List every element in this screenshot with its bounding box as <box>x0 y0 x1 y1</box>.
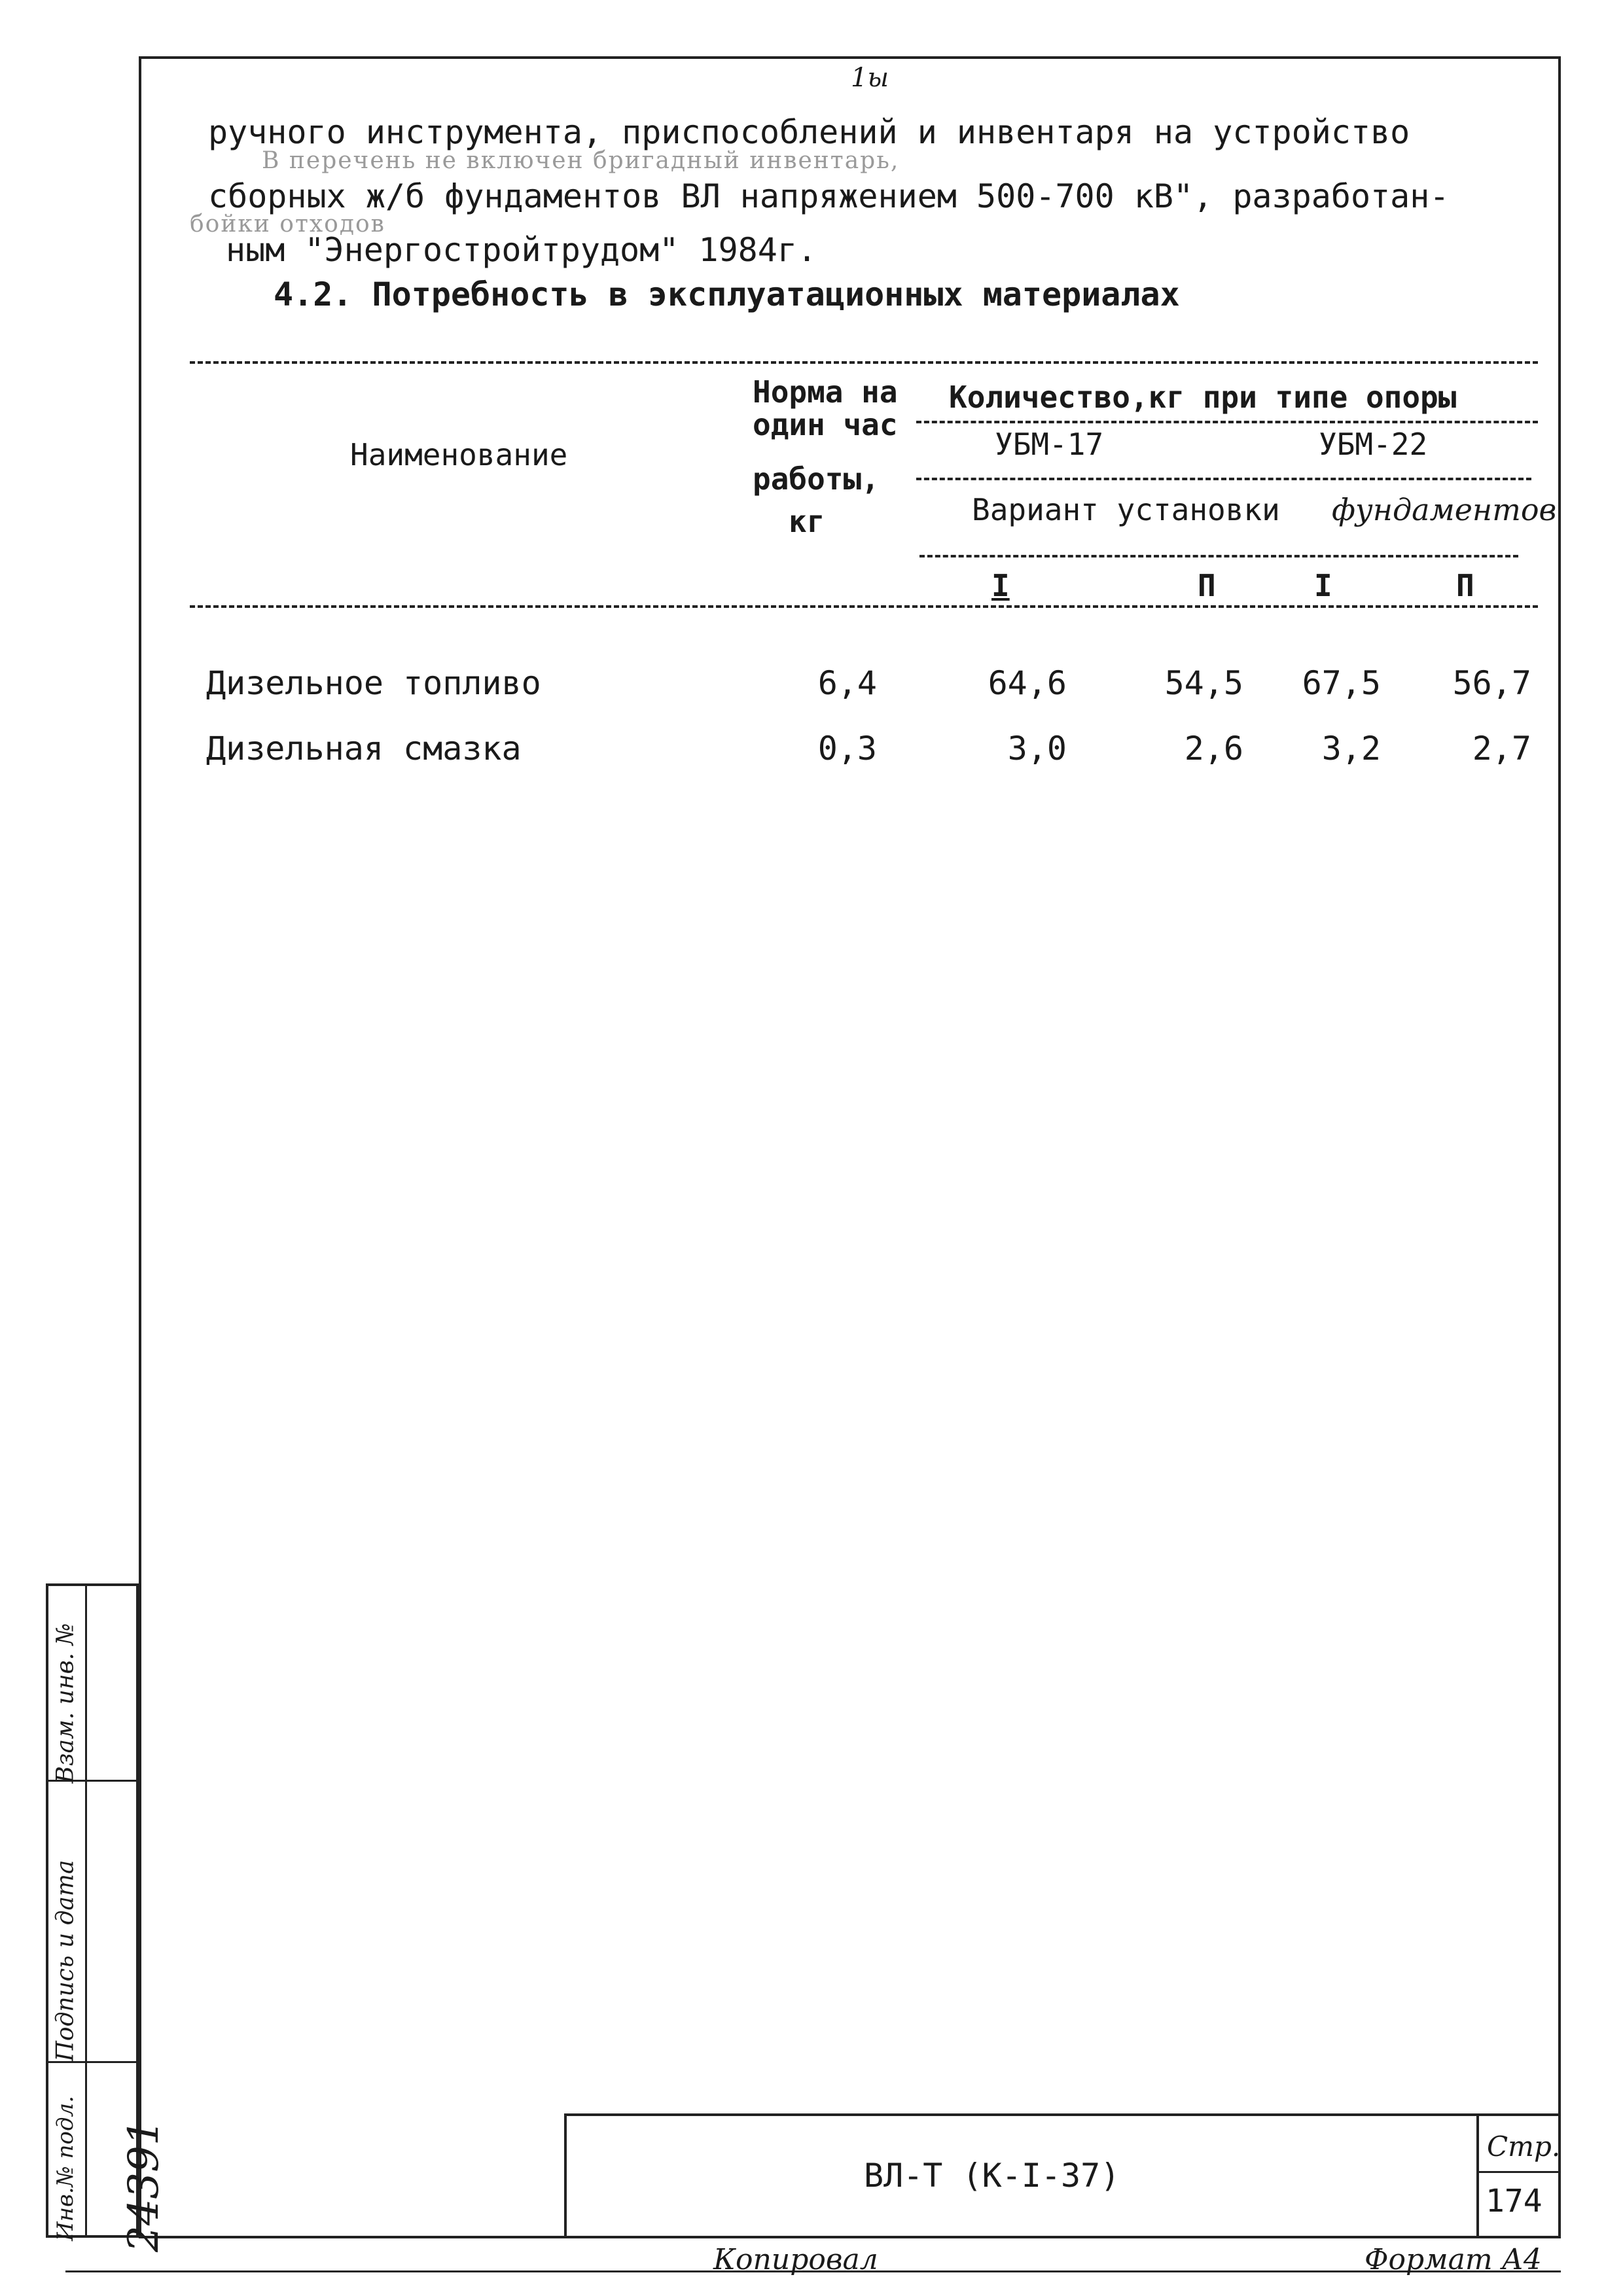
support-type-2: УБМ-22 <box>1319 427 1428 462</box>
row-v2: 54,5 <box>1164 664 1243 702</box>
row-norm: 6,4 <box>817 664 877 702</box>
title-block-page-rule <box>1476 2171 1561 2173</box>
page-top-mark: 1ы <box>851 63 889 93</box>
row-v1: 3,0 <box>1007 730 1067 768</box>
intro-line-3: ным "Энергостройтрудом" 1984г. <box>226 231 817 269</box>
footer-copied: Копировал <box>713 2243 878 2276</box>
variant-1: I <box>991 568 1010 603</box>
column-header-norm-1: Норма на <box>753 374 898 410</box>
document-code: ВЛ-Т (К-I-37) <box>864 2157 1120 2195</box>
variant-header-rule <box>919 555 1518 557</box>
side-stamp-inv-value: 24391 <box>120 2119 168 2252</box>
intro-line-1: ручного инструмента, приспособлений и инвентаря на устройство <box>208 113 1410 151</box>
variant-header-handwritten: фундаментов <box>1332 492 1557 527</box>
variant-2: П <box>1198 568 1216 603</box>
group-header-underline <box>916 421 1538 423</box>
row-name: Дизельная смазка <box>206 730 522 768</box>
variant-4: П <box>1456 568 1474 603</box>
row-v3: 3,2 <box>1321 730 1381 768</box>
row-name: Дизельное топливо <box>206 664 541 702</box>
title-block-divider <box>1476 2113 1479 2238</box>
row-v4: 56,7 <box>1452 664 1531 702</box>
column-header-name: Наименование <box>350 437 568 472</box>
variant-3: I <box>1314 568 1332 603</box>
page-number: 174 <box>1486 2183 1543 2219</box>
intro-faint-line-2: бойки отходов <box>190 211 385 238</box>
row-v4: 2,7 <box>1472 730 1531 768</box>
table-top-rule <box>190 361 1538 364</box>
column-header-norm-2: один час <box>753 407 898 442</box>
side-stamp-vzam-label: Взам. инв. № <box>52 1623 79 1784</box>
variant-header: Вариант установки <box>972 492 1280 527</box>
column-header-norm-4: кг <box>789 504 825 539</box>
group-header: Количество,кг при типе опоры <box>949 380 1457 415</box>
footer-format: Формат А4 <box>1364 2243 1542 2276</box>
support-type-1: УБМ-17 <box>995 427 1104 462</box>
column-header-norm-3: работы, <box>753 461 880 497</box>
page-label: Стр. <box>1487 2130 1561 2163</box>
side-stamp-divider <box>85 1583 87 2238</box>
side-stamp-inv-label: Инв.№ подл. <box>52 2096 79 2241</box>
row-v1: 64,6 <box>988 664 1067 702</box>
row-v2: 2,6 <box>1184 730 1243 768</box>
row-norm: 0,3 <box>817 730 877 768</box>
table-header-bottom-rule <box>190 605 1538 608</box>
intro-faint-line-1: В перечень не включен бригадный инвентарь, <box>262 147 900 174</box>
intro-line-2: сборных ж/б фундаментов ВЛ напряжением 500-700 кВ", разработан- <box>208 177 1450 215</box>
row-v3: 67,5 <box>1302 664 1381 702</box>
side-stamp-sign-date-label: Подпись и дата <box>52 1860 79 2062</box>
type-row-rule <box>916 478 1531 480</box>
section-heading: 4.2. Потребность в эксплуатационных материалах <box>274 275 1180 313</box>
